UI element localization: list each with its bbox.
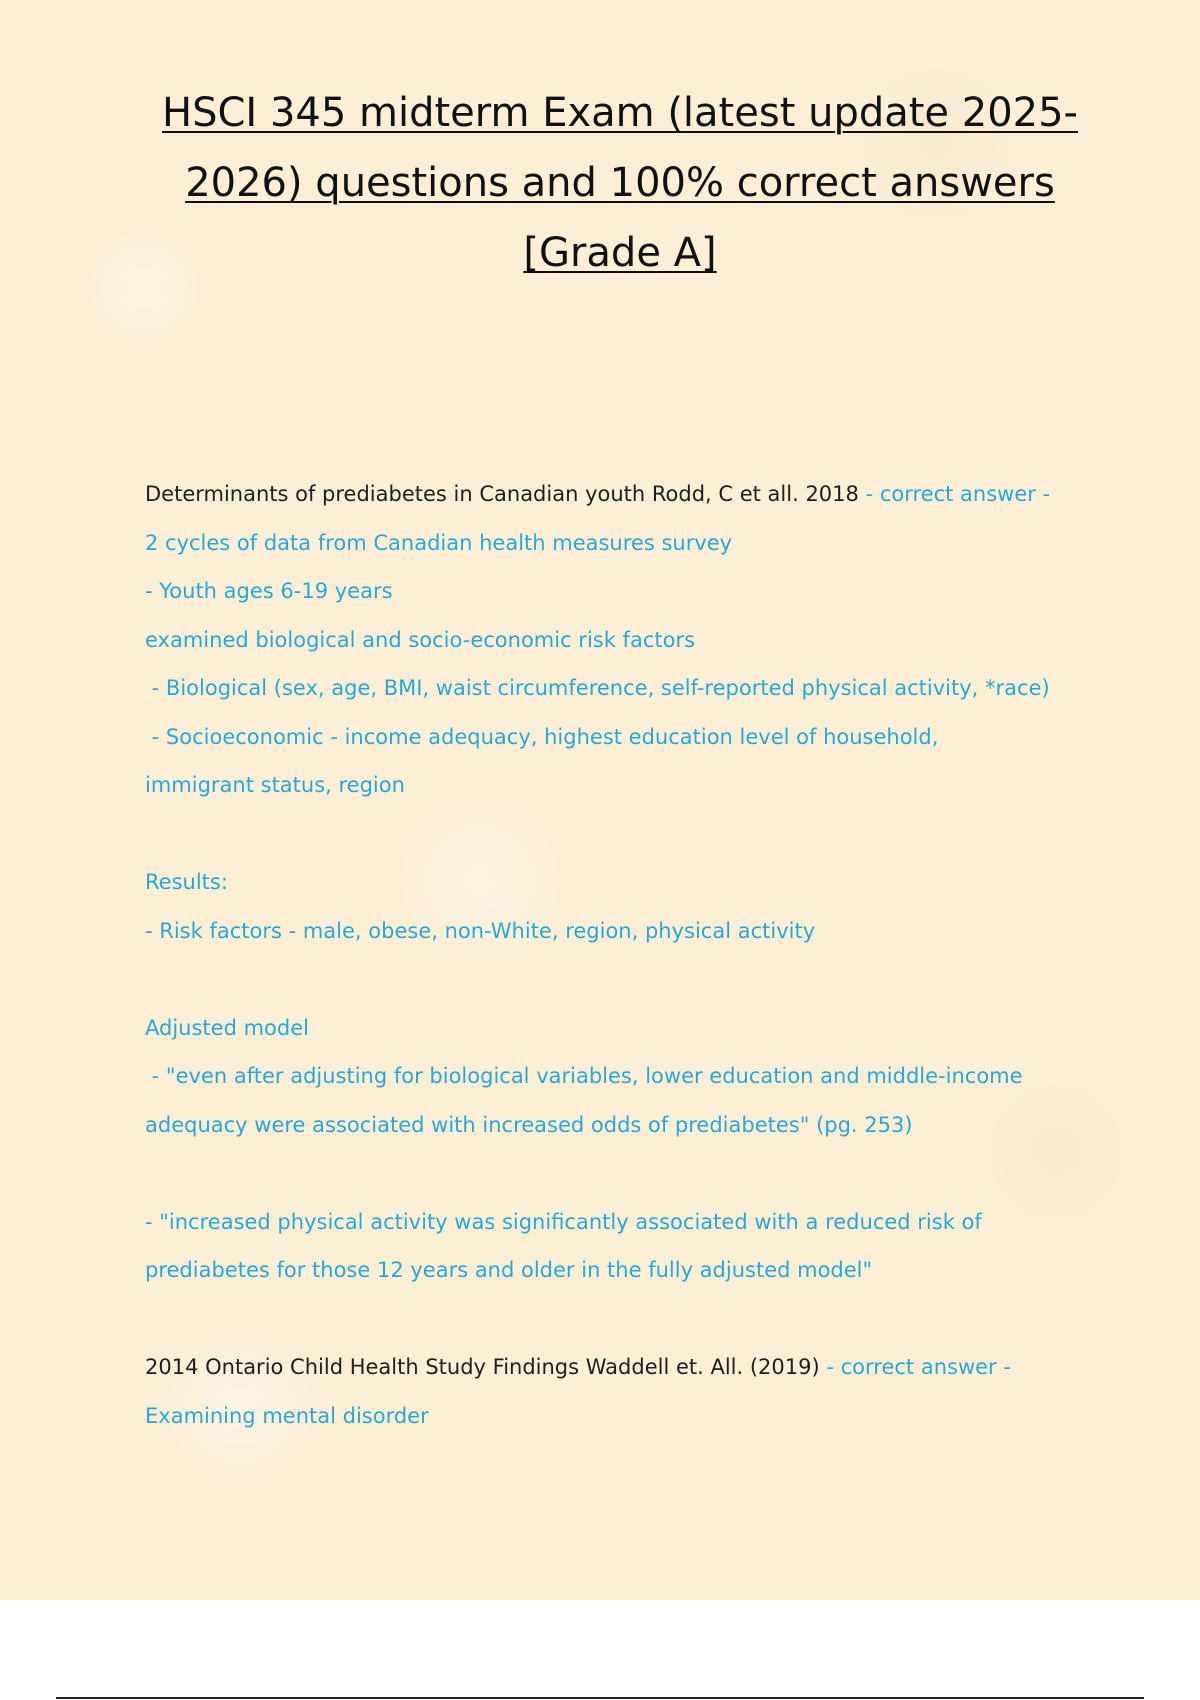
document-body <box>145 470 1105 1440</box>
entry-separator: - <box>858 482 880 506</box>
answer-line: Adjusted model <box>145 1015 309 1040</box>
entry-separator: - <box>819 1355 841 1379</box>
answer-line: adequacy were associated with increased odds of prediabetes" (pg. 253) <box>145 1112 913 1137</box>
answer-line: Examining mental disorder <box>145 1403 429 1428</box>
answer-line: - Socioeconomic - income adequacy, highest education level of household, <box>145 724 939 749</box>
answer-line: - "increased physical activity was significantly associated with a reduced risk of <box>145 1209 982 1234</box>
document-title <box>120 78 1120 288</box>
blank-line <box>145 1149 1105 1198</box>
entry-answer-label: correct answer - <box>840 1355 1011 1379</box>
footer-divider <box>56 1697 1144 1699</box>
answer-line: - "even after adjusting for biological variables, lower education and middle-income <box>145 1064 1023 1088</box>
blank-line <box>145 810 1105 859</box>
entry-question-line <box>145 1343 1105 1392</box>
entry-question-line <box>145 470 1105 519</box>
answer-line: prediabetes for those 12 years and older in the fully adjusted model" <box>145 1258 873 1282</box>
answer-line: - Biological (sex, age, BMI, waist circumference, self-reported physical activity, *race) <box>145 676 1050 700</box>
entry-question: 2014 Ontario Child Health Study Findings Waddell et. All. (2019) <box>145 1355 820 1379</box>
entry-answer-label: correct answer - <box>879 482 1051 506</box>
answer-line: examined biological and socio-economic risk factors <box>145 627 696 652</box>
answer-line: - Risk factors - male, obese, non-White, region, physical activity <box>145 918 816 943</box>
document-title-text: HSCI 345 midterm Exam (latest update 2025-2026) questions and 100% correct answers [Grade A] <box>162 90 1078 276</box>
answer-line: - Youth ages 6-19 years <box>145 579 393 603</box>
answer-line: Results: <box>145 870 228 894</box>
blank-line <box>145 1295 1105 1344</box>
answer-line: 2 cycles of data from Canadian health measures survey <box>145 530 733 555</box>
answer-line: immigrant status, region <box>145 773 405 797</box>
blank-line <box>145 955 1105 1004</box>
entry-question: Determinants of prediabetes in Canadian youth Rodd, C et all. 2018 <box>145 482 859 506</box>
